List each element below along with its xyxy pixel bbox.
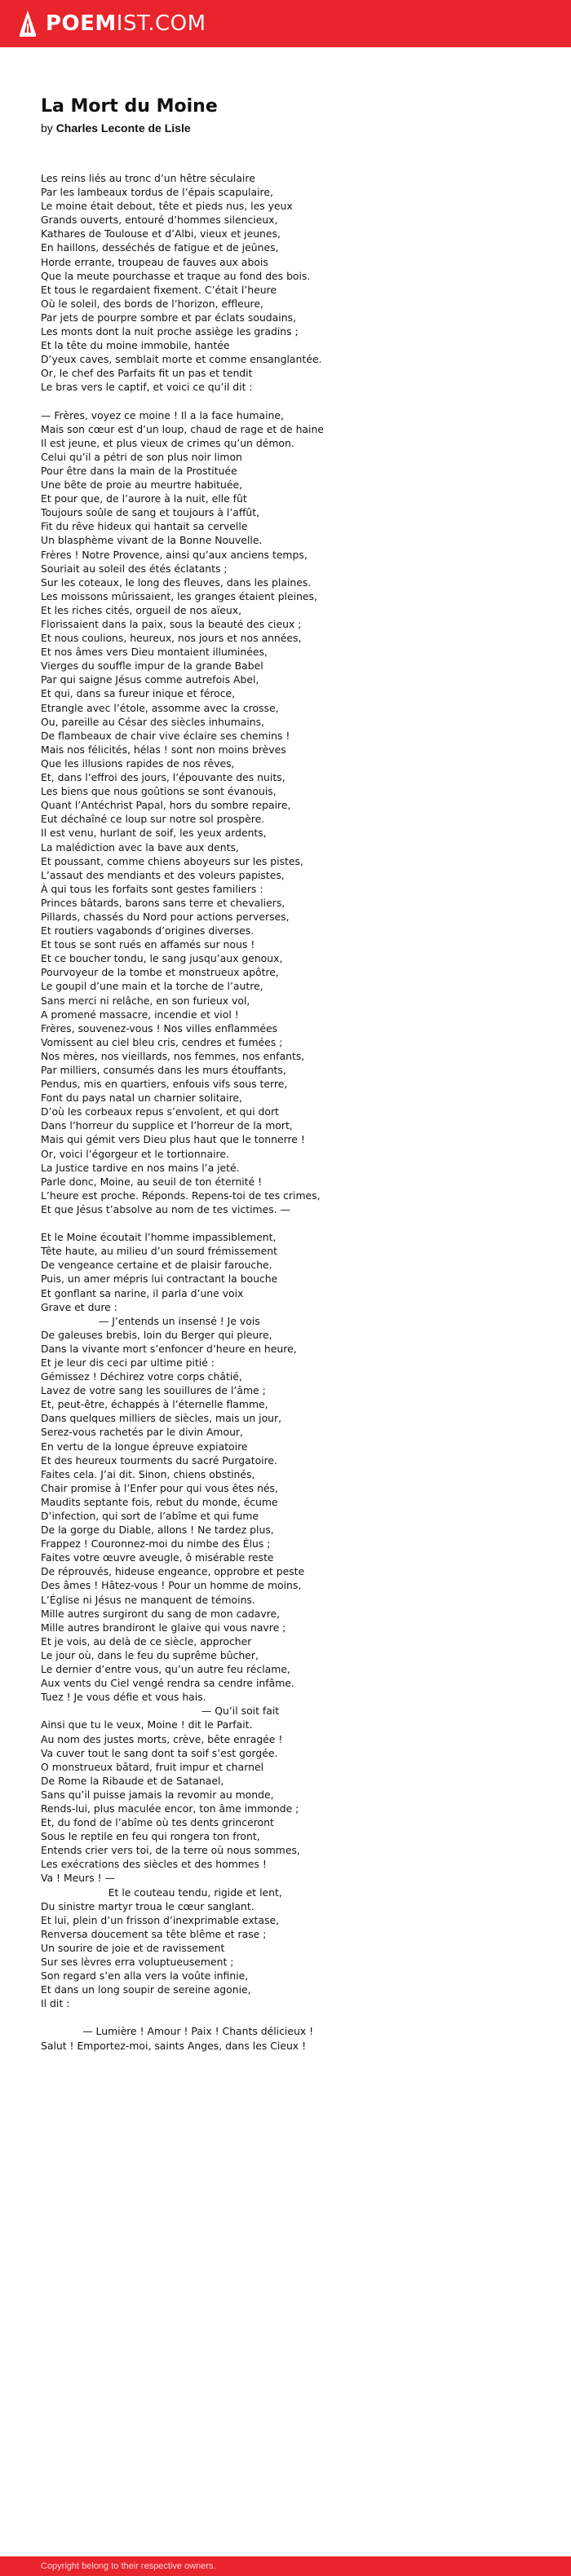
poem-line: Et que Jésus t’absolve au nom de tes victimes. — bbox=[41, 1202, 290, 1215]
poem-line: Et je leur dis ceci par ultime pitié : bbox=[41, 1356, 215, 1369]
poem-line: Et routiers vagabonds d’origines diverses. bbox=[41, 924, 255, 937]
poem-line: L’Église ni Jésus ne manquent de témoins. bbox=[41, 1593, 255, 1606]
quill-icon bbox=[18, 10, 38, 37]
poem-line: Entends crier vers toi, de la terre où nous sommes, bbox=[41, 1844, 300, 1857]
poem-line: Gémissez ! Déchirez votre corps châtié, bbox=[41, 1370, 242, 1383]
poem-line: Va cuver tout le sang dont ta soif s’est gorgée. bbox=[41, 1746, 278, 1759]
logo-text bbox=[46, 10, 206, 37]
poem-line: Du sinistre martyr troua le cœur sanglant. bbox=[41, 1899, 255, 1912]
poem-line: Les monts dont la nuit proche assiège les gradins ; bbox=[41, 325, 299, 338]
poem-line: Font du pays natal un charnier solitaire, bbox=[41, 1092, 242, 1105]
poem-line: Et tous se sont rués en affamés sur nous ! bbox=[41, 938, 255, 951]
poem-line: Et ce boucher tondu, le sang jusqu’aux genoux, bbox=[41, 952, 283, 965]
logo-text-bold: POEM bbox=[46, 11, 117, 36]
poem-line: Fit du rêve hideux qui hantait sa cervelle bbox=[41, 520, 248, 533]
poem-line: Pendus, mis en quartiers, enfouis vifs sous terre, bbox=[41, 1078, 288, 1091]
poem-line: Salut ! Emportez-moi, saints Anges, dans les Cieux ! bbox=[41, 2039, 307, 2052]
poem-line: D’où les corbeaux repus s’envolent, et qui dort bbox=[41, 1105, 279, 1118]
poem-line: Florissaient dans la paix, sous la beauté des cieux ; bbox=[41, 618, 302, 630]
logo-text-light: IST.COM bbox=[116, 11, 206, 36]
poem-line: Souriait au soleil des étés éclatants ; bbox=[41, 562, 228, 575]
poem-line: Un sourire de joie et de ravissement bbox=[41, 1941, 225, 1954]
poem-line: — Frères, voyez ce moine ! Il a la face humaine, bbox=[41, 408, 284, 421]
poem-line: Grands ouverts, entouré d’hommes silencieux, bbox=[41, 214, 278, 227]
poem-line: Le bras vers le captif, et voici ce qu’il dit : bbox=[41, 381, 253, 394]
poem-stanza bbox=[41, 2024, 530, 2052]
poem-line: Le goupil d’une main et la torche de l’autre, bbox=[41, 980, 263, 993]
poem-line: Horde errante, troupeau de fauves aux abois bbox=[41, 255, 268, 268]
poem-line: Princes bâtards, barons sans terre et chevaliers, bbox=[41, 896, 286, 909]
poem-line: Quant l’Antéchrist Papal, hors du sombre repaire, bbox=[41, 799, 291, 812]
poem-line: Le moine était debout, tête et pieds nus, les yeux bbox=[41, 200, 293, 213]
poem-line: Par qui saigne Jésus comme autrefois Abel, bbox=[41, 673, 259, 686]
poem-line: — J’entends un insensé ! Je vois bbox=[41, 1314, 260, 1327]
poem-line: L’heure est proche. Réponds. Repens-toi de tes crimes, bbox=[41, 1189, 321, 1202]
poem-line: Et qui, dans sa fureur inique et féroce, bbox=[41, 687, 236, 700]
poem-line: Mais qui gémit vers Dieu plus haut que le tonnerre ! bbox=[41, 1133, 305, 1146]
poem-line: Les exécrations des siècles et des hommes ! bbox=[41, 1858, 267, 1871]
poem-line: Et gonflant sa narine, il parla d’une voix bbox=[41, 1286, 244, 1299]
site-header bbox=[0, 0, 571, 47]
poem-line: Chair promise à l’Enfer pour qui vous êtes nés, bbox=[41, 1481, 278, 1494]
poem-line: Les moissons mûrissaient, les granges étaient pleines, bbox=[41, 589, 317, 602]
poem-body bbox=[41, 171, 530, 2053]
poem-line: De Rome la Ribaude et de Satanael, bbox=[41, 1774, 224, 1787]
site-logo[interactable] bbox=[18, 10, 206, 37]
poem-line: Sous le reptile en feu qui rongera ton front, bbox=[41, 1830, 260, 1843]
poem-line: Eut déchaîné ce loup sur notre sol prospère. bbox=[41, 813, 265, 826]
poem-line: Que la meute pourchasse et traque au fond des bois. bbox=[41, 269, 311, 282]
poem-line: O monstrueux bâtard, fruit impur et charnel bbox=[41, 1760, 264, 1773]
poem-line: L’assaut des mendiants et des voleurs papistes, bbox=[41, 868, 285, 881]
poem-line: À qui tous les forfaits sont gestes familiers : bbox=[41, 882, 263, 895]
poem-line: Il dit : bbox=[41, 1997, 70, 2010]
poem-line: La Justice tardive en nos mains l’a jeté. bbox=[41, 1161, 240, 1174]
poem-line: Et lui, plein d’un frisson d’inexprimable extase, bbox=[41, 1913, 280, 1926]
poem-line: Grave et dure : bbox=[41, 1300, 117, 1313]
poem-line: Un blasphème vivant de la Bonne Nouvelle. bbox=[41, 534, 263, 547]
poem-line: Etrangle avec l’étole, assomme avec la crosse, bbox=[41, 701, 279, 714]
poem-line: Et nous coulions, heureux, nos jours et nos années, bbox=[41, 632, 302, 645]
poem-line: Il est jeune, et plus vieux de crimes qu’un démon. bbox=[41, 436, 294, 449]
poem-line: Tête haute, au milieu d’un sourd frémissement bbox=[41, 1245, 277, 1258]
poem-line: Sur les coteaux, le long des fleuves, dans les plaines. bbox=[41, 576, 312, 589]
poem-title: La Mort du Moine bbox=[41, 96, 218, 117]
poem-line: Où le soleil, des bords de l’horizon, effleure, bbox=[41, 297, 263, 310]
poem-line: En vertu de la longue épreuve expiatoire bbox=[41, 1440, 248, 1453]
poem-line: Aux vents du Ciel vengé rendra sa cendre infâme. bbox=[41, 1677, 294, 1690]
poem-line: Et je vois, au delà de ce siècle, approcher bbox=[41, 1634, 252, 1647]
poem-line: Mille autres surgiront du sang de mon cadavre, bbox=[41, 1607, 281, 1620]
poem-line: Sans qu’il puisse jamais la revomir au monde, bbox=[41, 1788, 274, 1801]
poem-line: Une bête de proie au meurtre habituée, bbox=[41, 479, 243, 492]
poem-line: Pillards, chassés du Nord pour actions perverses, bbox=[41, 910, 290, 923]
site-footer bbox=[0, 2556, 571, 2576]
poem-line: Il est venu, hurlant de soif, les yeux ardents, bbox=[41, 827, 267, 840]
poem-stanza bbox=[41, 408, 530, 1216]
byline-prefix: by bbox=[41, 121, 56, 135]
poem-line: D’yeux caves, semblait morte et comme ensanglantée. bbox=[41, 353, 322, 366]
poem-line: Vomissent au ciel bleu cris, cendres et fumées ; bbox=[41, 1035, 283, 1048]
poem-line: Rends-lui, plus maculée encor, ton âme immonde ; bbox=[41, 1802, 299, 1815]
poem-line: La malédiction avec la bave aux dents, bbox=[41, 840, 239, 854]
poem-line: Faites cela. J’ai dit. Sinon, chiens obstinés, bbox=[41, 1467, 255, 1480]
poem-line: Frères, souvenez-vous ! Nos villes enflammées bbox=[41, 1021, 278, 1034]
poem-line: Les reins liés au tronc d’un hêtre séculaire bbox=[41, 172, 255, 184]
poem-line: Le jour où, dans le feu du suprême bûcher, bbox=[41, 1648, 259, 1661]
poem-line: Serez-vous rachetés par le divin Amour, bbox=[41, 1426, 243, 1439]
poem-line: Or, le chef des Parfaits fit un pas et tendit bbox=[41, 367, 253, 380]
poem-line: D’infection, qui sort de l’abîme et qui fume bbox=[41, 1510, 259, 1522]
poem-line: Or, voici l’égorgeur et le tortionnaire. bbox=[41, 1147, 229, 1160]
poem-line: Par les lambeaux tordus de l’épais scapulaire, bbox=[41, 186, 273, 199]
poem-line: Mais son cœur est d’un loup, chaud de rage et de haine bbox=[41, 422, 324, 435]
poem-line: Par jets de pourpre sombre et par éclats soudains, bbox=[41, 311, 296, 324]
poem-line: — Lumière ! Amour ! Paix ! Chants délicieux ! bbox=[41, 2025, 314, 2038]
poem-stanza bbox=[41, 1230, 530, 2010]
poem-line: Et, dans l’effroi des jours, l’épouvante des nuits, bbox=[41, 771, 286, 784]
poem-line: Renversa doucement sa tête blême et rase ; bbox=[41, 1927, 267, 1940]
poem-line: Puis, un amer mépris lui contractant la bouche bbox=[41, 1273, 278, 1286]
poem-line: Parle donc, Moine, au seuil de ton éternité ! bbox=[41, 1175, 263, 1188]
poem-line: Celui qu’il a pétri de son plus noir limon bbox=[41, 450, 242, 463]
poem-line: Par milliers, consumés dans les murs étouffants, bbox=[41, 1064, 286, 1076]
poem-byline bbox=[41, 121, 530, 135]
poem-line: Et nos âmes vers Dieu montaient illuminées, bbox=[41, 646, 268, 659]
poem-line: Vierges du souffle impur de la grande Babel bbox=[41, 659, 263, 673]
poem-line: Et des heureux tourments du sacré Purgatoire. bbox=[41, 1453, 277, 1467]
poem-line: Et pour que, de l’aurore à la nuit, elle fût bbox=[41, 492, 247, 505]
poem-line: Faites votre œuvre aveugle, ô misérable reste bbox=[41, 1551, 274, 1564]
poem-line: Lavez de votre sang les souillures de l’âme ; bbox=[41, 1384, 266, 1397]
poem-line: Et poussant, comme chiens aboyeurs sur les pistes, bbox=[41, 854, 303, 867]
poem-line: Dans la vivante mort s’enfoncer d’heure en heure, bbox=[41, 1342, 297, 1355]
poem-line: Et les riches cités, orgueil de nos aïeux, bbox=[41, 603, 242, 616]
poem-line: Dans l’horreur du supplice et l’horreur de la mort, bbox=[41, 1119, 293, 1132]
poem-line: Mais nos félicités, hélas ! sont non moins brèves bbox=[41, 743, 286, 756]
poem-line: Et le couteau tendu, rigide et lent, bbox=[41, 1886, 282, 1899]
poem-line: Sans merci ni relâche, en son furieux vol, bbox=[41, 994, 250, 1007]
poem-line: Frères ! Notre Provence, ainsi qu’aux anciens temps, bbox=[41, 548, 308, 561]
poem-line: Nos mères, nos vieillards, nos femmes, nos enfants, bbox=[41, 1049, 305, 1062]
poem-line: — Qu’il soit fait bbox=[41, 1705, 280, 1718]
copyright-text: Copyright belong to their respective owners. bbox=[41, 2561, 216, 2571]
poem-line: De vengeance certaine et de plaisir farouche. bbox=[41, 1259, 272, 1272]
poem-line: Sur ses lèvres erra voluptueusement ; bbox=[41, 1956, 234, 1968]
poem-line: Pourvoyeur de la tombe et monstrueux apôtre, bbox=[41, 966, 279, 979]
poem-line: Et dans un long soupir de sereine agonie, bbox=[41, 1983, 251, 1996]
poem-line: Le dernier d’entre vous, qu’un autre feu réclame, bbox=[41, 1663, 290, 1676]
poem-line: De galeuses brebis, loin du Berger qui pleure, bbox=[41, 1328, 272, 1341]
poem-line: Va ! Meurs ! — bbox=[41, 1872, 115, 1885]
poem-line: Toujours soûle de sang et toujours à l’affût, bbox=[41, 506, 260, 519]
poem-author-link[interactable]: Charles Leconte de Lisle bbox=[55, 121, 191, 135]
poem-line: Maudits septante fois, rebut du monde, écume bbox=[41, 1495, 278, 1508]
poem-line: Et le Moine écoutait l’homme impassiblement, bbox=[41, 1231, 277, 1244]
poem-line: Et, peut-être, échappés à l’éternelle flamme, bbox=[41, 1398, 268, 1411]
poem-line: Au nom des justes morts, crève, bête enragée ! bbox=[41, 1732, 283, 1745]
poem-line: Et, du fond de l’abîme où tes dents grinceront bbox=[41, 1816, 274, 1829]
poem-content bbox=[41, 96, 530, 2067]
poem-line: Tuez ! Je vous défie et vous hais. bbox=[41, 1691, 206, 1704]
poem-line: Dans quelques milliers de siècles, mais un jour, bbox=[41, 1412, 282, 1425]
poem-line: Des âmes ! Hâtez-vous ! Pour un homme de moins, bbox=[41, 1579, 302, 1592]
poem-line: Et la tête du moine immobile, hantée bbox=[41, 339, 230, 352]
poem-line: Que les illusions rapides de nos rêves, bbox=[41, 756, 235, 770]
poem-line: De la gorge du Diable, allons ! Ne tardez plus, bbox=[41, 1524, 274, 1537]
poem-line: Mille autres brandiront le glaive qui vous navre ; bbox=[41, 1621, 286, 1634]
poem-stanza bbox=[41, 171, 530, 395]
poem-line: De réprouvés, hideuse engeance, opprobre et peste bbox=[41, 1565, 305, 1578]
poem-line: Et tous le regardaient fixement. C’était l’heure bbox=[41, 283, 277, 296]
poem-line: De flambeaux de chair vive éclaire ses chemins ! bbox=[41, 729, 290, 742]
poem-line: Son regard s’en alla vers la voûte infinie, bbox=[41, 1969, 249, 1983]
poem-line: A promené massacre, incendie et viol ! bbox=[41, 1008, 239, 1021]
poem-line: Frappez ! Couronnez-moi du nimbe des Élus ; bbox=[41, 1537, 271, 1550]
poem-line: Pour être dans la main de la Prostituée bbox=[41, 464, 237, 477]
poem-line: Ou, pareille au César des siècles inhumains, bbox=[41, 715, 265, 728]
poem-line: En haillons, desséchés de fatigue et de jeûnes, bbox=[41, 241, 279, 254]
poem-line: Les biens que nous goûtions se sont évanouis, bbox=[41, 785, 277, 798]
poem-line: Kathares de Toulouse et d’Albi, vieux et jeunes, bbox=[41, 227, 281, 240]
poem-line: Ainsi que tu le veux, Moine ! dit le Parfait. bbox=[41, 1718, 253, 1731]
